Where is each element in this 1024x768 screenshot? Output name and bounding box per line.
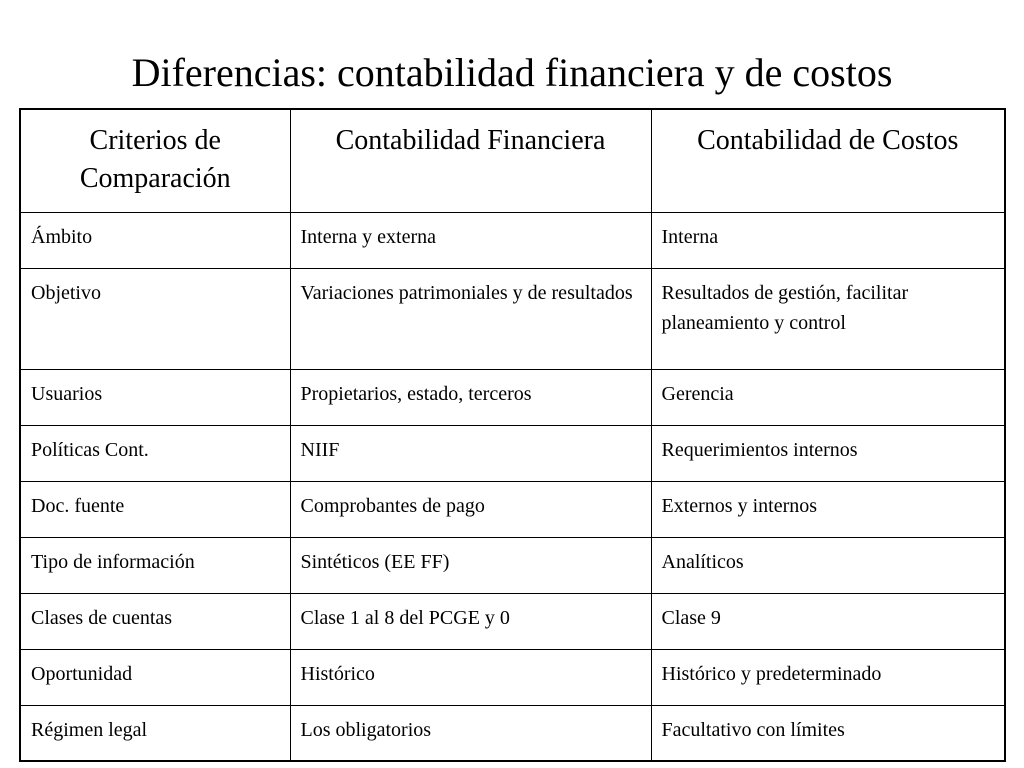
criterion-cell: Tipo de información (20, 537, 290, 593)
criterion-cell: Régimen legal (20, 705, 290, 761)
cost-cell: Facultativo con límites (651, 705, 1005, 761)
financial-cell: NIIF (290, 425, 651, 481)
table-row (20, 212, 1005, 268)
cost-cell: Externos y internos (651, 481, 1005, 537)
table-row (20, 593, 1005, 649)
cost-cell: Interna (651, 212, 1005, 268)
table-header-row (20, 109, 1005, 212)
financial-cell: Los obligatorios (290, 705, 651, 761)
criterion-cell: Usuarios (20, 369, 290, 425)
criterion-cell: Políticas Cont. (20, 425, 290, 481)
cost-cell: Requerimientos internos (651, 425, 1005, 481)
table-row (20, 649, 1005, 705)
financial-cell: Sintéticos (EE FF) (290, 537, 651, 593)
cost-cell: Resultados de gestión, facilitar planeamiento y control (651, 268, 1005, 369)
table-row (20, 268, 1005, 369)
cost-cell: Gerencia (651, 369, 1005, 425)
financial-cell: Histórico (290, 649, 651, 705)
header-contabilidad-costos: Contabilidad de Costos (651, 109, 1005, 212)
criterion-cell: Objetivo (20, 268, 290, 369)
financial-cell: Propietarios, estado, terceros (290, 369, 651, 425)
criterion-cell: Oportunidad (20, 649, 290, 705)
header-contabilidad-financiera: Contabilidad Financiera (290, 109, 651, 212)
criterion-cell: Doc. fuente (20, 481, 290, 537)
cost-cell: Histórico y predeterminado (651, 649, 1005, 705)
table-row (20, 425, 1005, 481)
financial-cell: Interna y externa (290, 212, 651, 268)
financial-cell: Clase 1 al 8 del PCGE y 0 (290, 593, 651, 649)
comparison-table (19, 108, 1006, 762)
cost-cell: Clase 9 (651, 593, 1005, 649)
table-row (20, 369, 1005, 425)
cost-cell: Analíticos (651, 537, 1005, 593)
table-row (20, 481, 1005, 537)
criterion-cell: Ámbito (20, 212, 290, 268)
slide-title: Diferencias: contabilidad financiera y de costos (131, 50, 893, 95)
financial-cell: Comprobantes de pago (290, 481, 651, 537)
table-row (20, 537, 1005, 593)
financial-cell: Variaciones patrimoniales y de resultados (290, 268, 651, 369)
table-row (20, 705, 1005, 761)
header-criterios: Criterios de Comparación (20, 109, 290, 212)
criterion-cell: Clases de cuentas (20, 593, 290, 649)
